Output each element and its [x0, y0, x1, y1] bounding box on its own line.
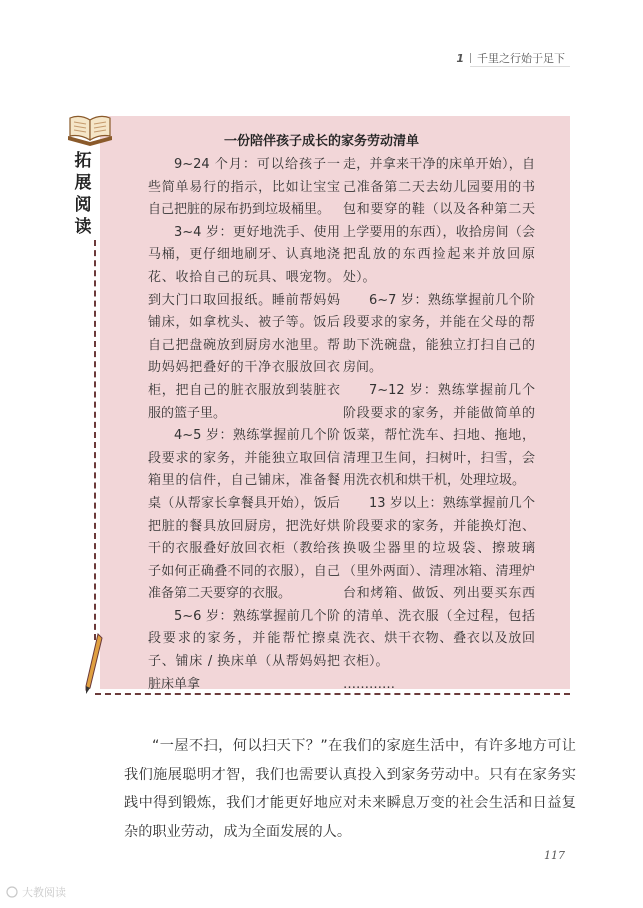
body-paragraph: “一屋不扫，何以扫天下？”在我们的家庭生活中，有许多地方可让我们施展聪明才智，我们也需要认真投入到家务劳动中。只有在家务实践中得到锻炼，我们才能更好地应对未来瞬息万变的社会生活和日益复杂的职业劳动，成为全面发展的人。: [124, 738, 576, 840]
chore-paragraph: 13 岁以上：熟练掌握前几个阶段要求的家务，并能换灯泡、换吸尘器里的垃圾袋、擦玻璃（里外两面）、清理冰箱、清理炉台和烤箱、做饭、列出要买东西的清单、洗衣服（全过程，包括洗衣、烘干衣物、叠衣以及放回衣柜）。: [343, 495, 535, 670]
chore-paragraph: 7~12 岁：熟练掌握前几个阶段要求的家务，并能做简单的饭菜，帮忙洗车、扫地、拖地，清理卫生间，扫树叶，扫雪，会用洗衣机和烘干机，处理垃圾。: [343, 382, 535, 489]
chore-paragraph: 9~24 个月：可以给孩子一些简单易行的指示，比如让宝宝自己把脏的尿布扔到垃圾桶里。: [148, 157, 340, 218]
chapter-number: 1: [456, 51, 464, 65]
chore-paragraph: 5~6 岁：熟练掌握前几个阶段要求的家务，并能帮忙擦桌子、铺床 / 换床单（从帮妈妈把脏床单拿: [148, 608, 340, 692]
panel-title: 一份陪伴孩子成长的家务劳动清单: [223, 134, 419, 149]
side-label-char: 阅: [74, 195, 92, 215]
watermark: [6, 884, 66, 900]
watermark-logo-icon: [6, 886, 18, 898]
pencil-icon: [84, 632, 104, 696]
running-header: [456, 50, 565, 66]
right-column: [343, 154, 535, 696]
header-rule: [470, 66, 570, 67]
vertical-dashed-border: [94, 240, 96, 640]
header-divider: [470, 53, 471, 63]
chore-paragraph: 4~5 岁：熟练掌握前几个阶段要求的家务，并能独立取回信箱里的信件，自己铺床，准备餐桌（从帮家长拿餐具开始），饭后把脏的餐具放回厨房，把洗好烘干的衣服叠好放回衣柜（教给孩子如何正确叠不同的衣服），自己准备第二天要穿的衣服。: [148, 428, 340, 602]
page-number: 117: [544, 849, 565, 862]
chore-paragraph: 6~7 岁：熟练掌握前几个阶段要求的家务，并能在父母的帮助下洗碗盘，能独立打扫自己的房间。: [343, 292, 535, 376]
chore-paragraph-continued: 走，并拿来干净的床单开始），自己准备第二天去幼儿园要用的书包和要穿的鞋（以及各种第二天上学要用的东西），收拾房间（会把乱放的东西捡起来并放回原处）。: [343, 157, 535, 285]
side-label-extended-reading: [72, 150, 94, 238]
left-column: [148, 154, 340, 696]
watermark-text: 大教阅读: [22, 886, 66, 899]
side-label-char: 读: [74, 217, 92, 237]
ellipsis: …………: [343, 676, 395, 692]
side-label-char: 拓: [74, 151, 92, 171]
chore-paragraph: 3~4 岁：更好地洗手、使用马桶，更仔细地刷牙、认真地浇花、收拾自己的玩具、喂宠物。到大门口取回报纸。睡前帮妈妈铺床，如拿枕头、被子等。饭后自己把盘碗放到厨房水池里。帮助妈妈把叠好的干净衣服放回衣柜，把自己的脏衣服放到装脏衣服的篮子里。: [148, 224, 340, 421]
side-label-char: 展: [74, 173, 92, 193]
main-body-text: [124, 732, 576, 846]
chapter-title: 千里之行始于足下: [477, 52, 565, 65]
